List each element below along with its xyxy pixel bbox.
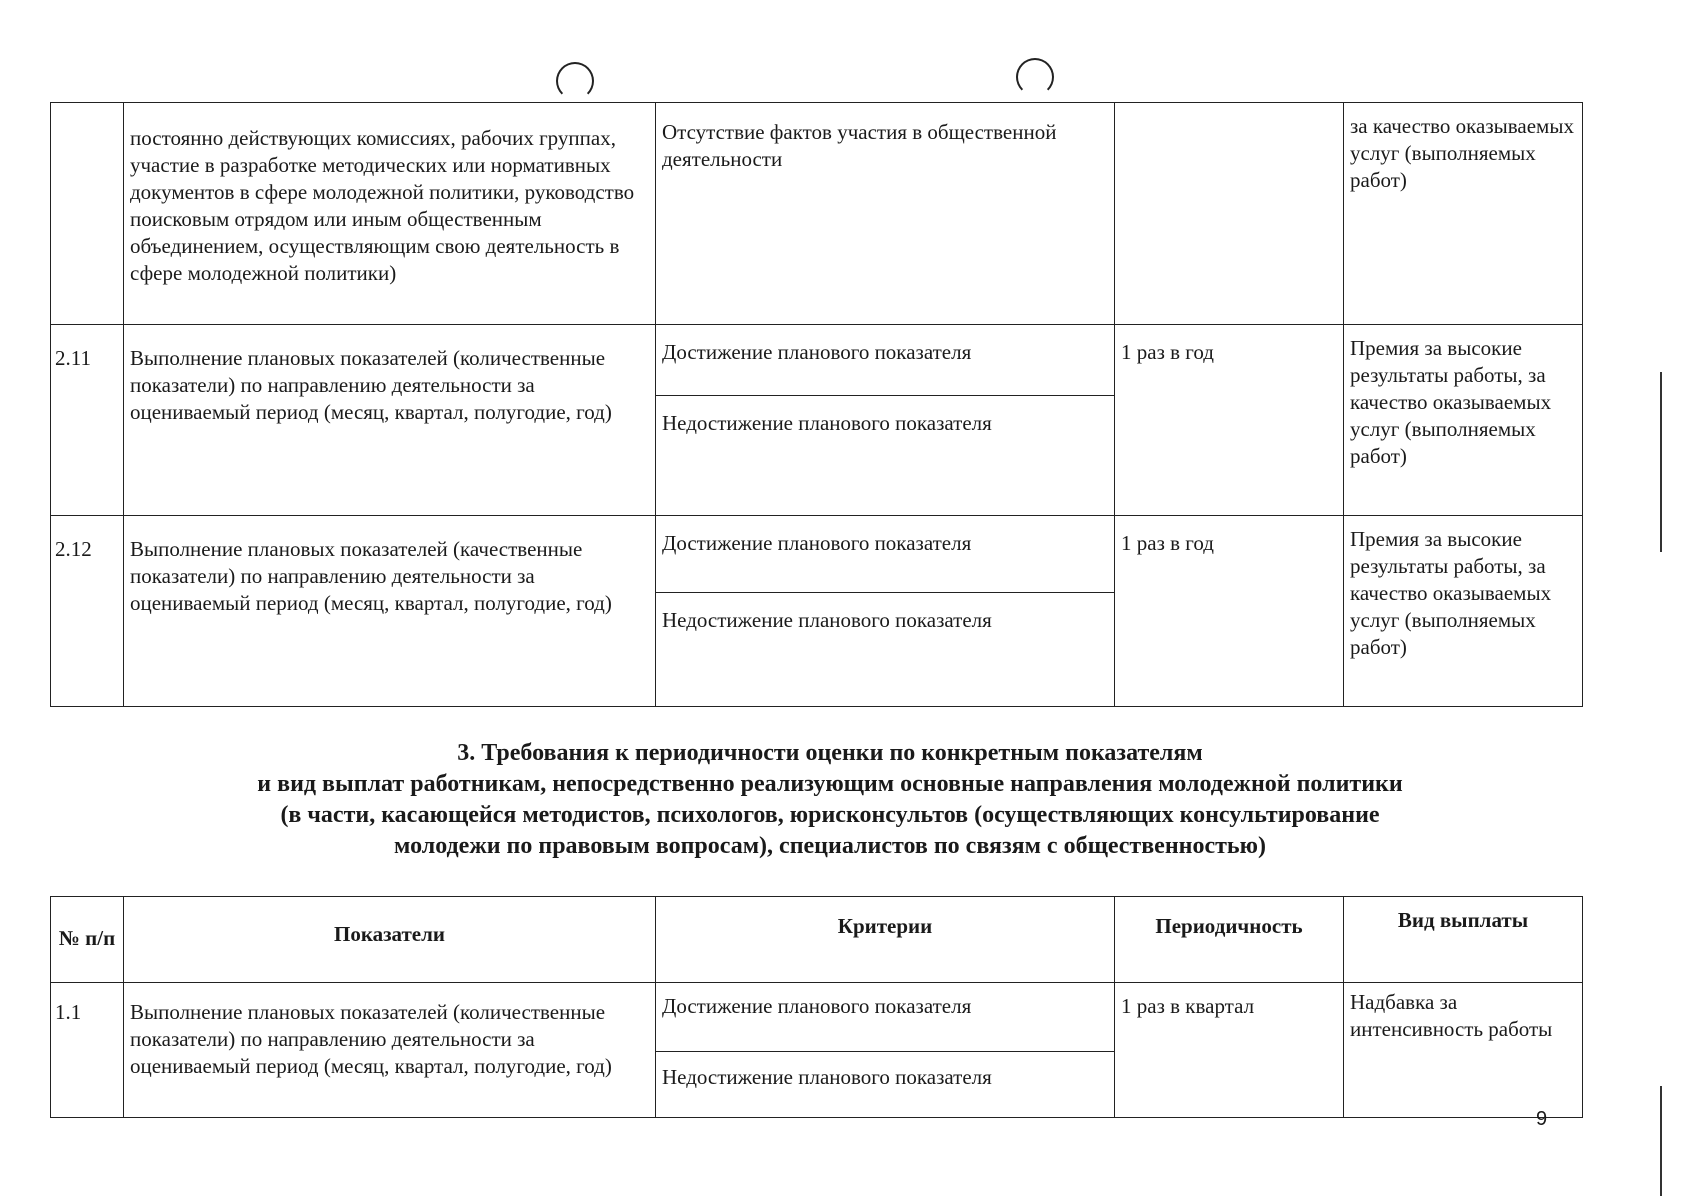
heading-line: и вид выплат работникам, непосредственно реализующим основные направления молодежной политики [257, 771, 1403, 797]
criteria-cell [656, 983, 1115, 1118]
indicators-table-continued [50, 102, 1583, 707]
indicator-cell: Выполнение плановых показателей (количественные показатели) по направлению деятельности за оцениваемый период (месяц, квартал, полугодие, год) [124, 325, 656, 516]
header-criteria: Критерии [656, 897, 1115, 983]
section-3-heading [60, 738, 1600, 862]
section-3-indicators-table [50, 896, 1583, 1118]
header-payment-type: Вид выплаты [1344, 897, 1583, 983]
margin-line-2 [1660, 1086, 1662, 1196]
criterion-not-achieved: Недостижение планового показателя [662, 608, 992, 632]
indicator-cell: постоянно действующих комиссиях, рабочих группах, участие в разработке методических или нормативных документов в сфере молодежной политики, руководство поисковым отрядом или иным общественным объединением, осуществляющим свою деятельность в сфере молодежной политики) [124, 103, 656, 325]
punch-hole-mark-right [1016, 58, 1054, 96]
period-cell: 1 раз в год [1115, 516, 1344, 707]
margin-line-1 [1660, 372, 1662, 552]
table-header-row [51, 897, 1583, 983]
payment-cell: Премия за высокие результаты работы, за качество оказываемых услуг (выполняемых работ) [1344, 325, 1583, 516]
indicator-cell: Выполнение плановых показателей (качественные показатели) по направлению деятельности за оцениваемый период (месяц, квартал, полугодие, год) [124, 516, 656, 707]
period-cell: 1 раз в квартал [1115, 983, 1344, 1118]
payment-cell: Надбавка за интенсивность работы [1344, 983, 1583, 1118]
row-number: 2.11 [51, 325, 124, 516]
row-number [51, 103, 124, 325]
punch-hole-mark-left [556, 62, 594, 100]
table-row [51, 983, 1583, 1118]
criterion-not-achieved: Недостижение планового показателя [662, 411, 992, 435]
criterion-not-achieved: Недостижение планового показателя [662, 1065, 992, 1089]
payment-cell: за качество оказываемых услуг (выполняемых работ) [1344, 103, 1583, 325]
criterion-achieved: Достижение планового показателя [656, 516, 1114, 593]
header-number: № п/п [51, 897, 124, 983]
page-number: 9 [1536, 1108, 1548, 1130]
heading-line: молодежи по правовым вопросам), специалистов по связям с общественностью) [394, 833, 1266, 859]
criterion-achieved: Достижение планового показателя [656, 325, 1114, 396]
criteria-cell [656, 325, 1115, 516]
period-cell: 1 раз в год [1115, 325, 1344, 516]
criteria-cell: Отсутствие фактов участия в общественной деятельности [656, 103, 1115, 325]
indicator-cell: Выполнение плановых показателей (количественные показатели) по направлению деятельности за оцениваемый период (месяц, квартал, полугодие, год) [124, 983, 656, 1118]
criterion-achieved: Достижение планового показателя [656, 983, 1114, 1052]
row-number: 2.12 [51, 516, 124, 707]
table-row [51, 103, 1583, 325]
heading-line: (в части, касающейся методистов, психологов, юрисконсультов (осуществляющих консультирование [280, 802, 1380, 828]
table-row [51, 516, 1583, 707]
payment-cell: Премия за высокие результаты работы, за качество оказываемых услуг (выполняемых работ) [1344, 516, 1583, 707]
row-number: 1.1 [51, 983, 124, 1118]
header-indicators: Показатели [124, 897, 656, 983]
criteria-cell [656, 516, 1115, 707]
table-row [51, 325, 1583, 516]
header-periodicity: Периодичность [1115, 897, 1344, 983]
period-cell [1115, 103, 1344, 325]
heading-line: 3. Требования к периодичности оценки по конкретным показателям [457, 740, 1203, 766]
